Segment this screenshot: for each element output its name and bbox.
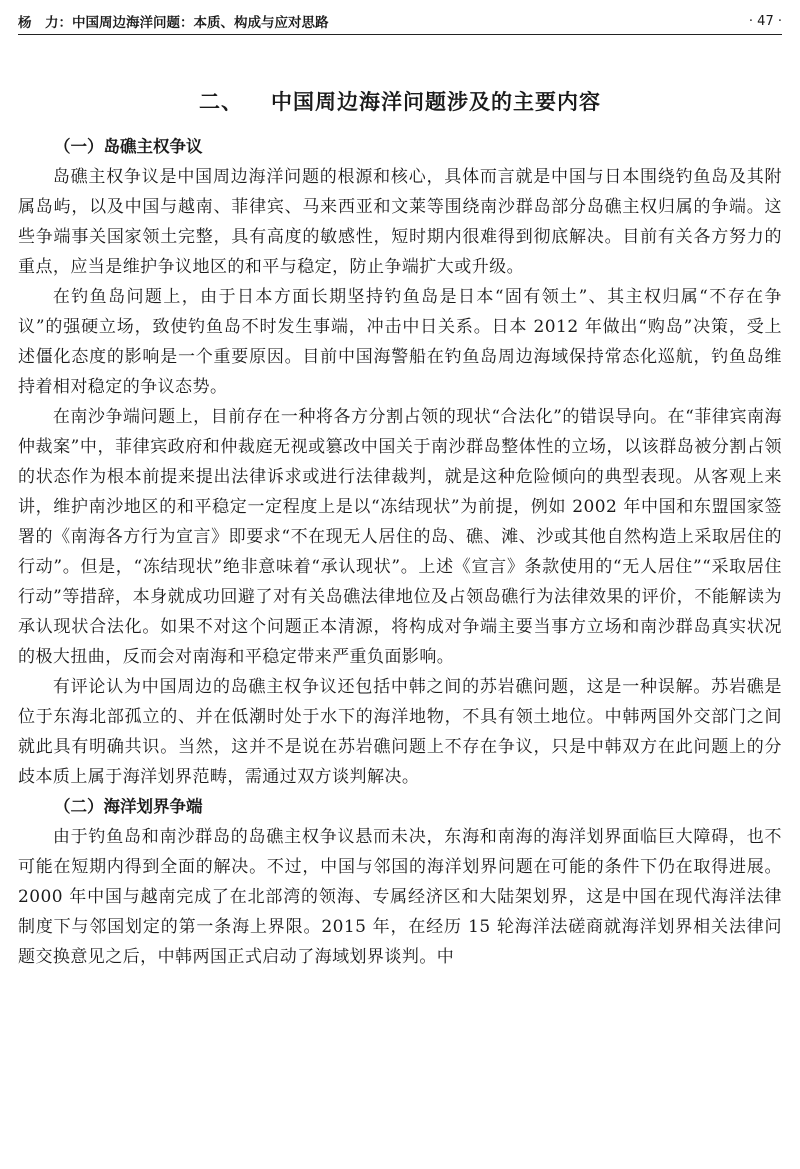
running-title: 杨 力：中国周边海洋问题：本质、构成与应对思路	[18, 15, 329, 31]
section-title	[0, 86, 800, 116]
section-number: 二、	[199, 90, 243, 114]
running-header	[18, 8, 782, 35]
paragraph-2: 在钓鱼岛问题上，由于日本方面长期坚持钓鱼岛是日本“固有领土”、其主权归属“不存在争议”的强硬立场，致使钓鱼岛不时发生事端，冲击中日关系。日本 2012 年做出“购岛”决策，受上述僵化态度的影响是一个重要原因。目前中国海警船在钓鱼岛周边海域保持常态化巡航，钓鱼岛维持着相对稳定的争议态势。	[18, 287, 782, 397]
subsection-heading-2: （二）海洋划界争端	[54, 797, 203, 816]
paragraph-1: 岛礁主权争议是中国周边海洋问题的根源和核心，具体而言就是中国与日本围绕钓鱼岛及其附属岛屿，以及中国与越南、菲律宾、马来西亚和文莱等围绕南沙群岛部分岛礁主权归属的争端。这些争端事关国家领土完整，具有高度的敏感性，短时期内很难得到彻底解决。目前有关各方努力的重点，应当是维护争议地区的和平与稳定，防止争端扩大或升级。	[18, 167, 782, 277]
page-number: · 47 ·	[748, 13, 782, 29]
paragraph-3: 在南沙争端问题上，目前存在一种将各方分割占领的现状“合法化”的错误导向。在“菲律宾南海仲裁案”中，菲律宾政府和仲裁庭无视或篡改中国关于南沙群岛整体性的立场，以该群岛被分割占领的状态作为根本前提来提出法律诉求或进行法律裁判，就是这种危险倾向的典型表现。从客观上来讲，维护南沙地区的和平稳定一定程度上是以“冻结现状”为前提，例如 2002 年中国和东盟国家签署的《南海各方行为宣言》即要求“不在现无人居住的岛、礁、滩、沙或其他自然构造上采取居住的行动”。但是，“冻结现状”绝非意味着“承认现状”。上述《宣言》条款使用的“无人居住”“采取居住行动”等措辞，本身就成功回避了对有关岛礁法律地位及占领岛礁行为法律效果的评价，不能解读为承认现状合法化。如果不对这个问题正本清源，将构成对争端主要当事方立场和南沙群岛真实状况的极大扭曲，反而会对南海和平稳定带来严重负面影响。	[18, 407, 782, 667]
paragraph-5: 由于钓鱼岛和南沙群岛的岛礁主权争议悬而未决，东海和南海的海洋划界面临巨大障碍，也不可能在短期内得到全面的解决。不过，中国与邻国的海洋划界问题在可能的条件下仍在取得进展。2000 年中国与越南完成了在北部湾的领海、专属经济区和大陆架划界，这是中国在现代海洋法律制度下与邻国划定的第一条海上界限。2015 年，在经历 15 轮海洋法磋商就海洋划界相关法律问题交换意见之后，中韩两国正式启动了海域划界谈判。中	[18, 827, 782, 967]
subsection-heading-1: （一）岛礁主权争议	[54, 137, 203, 156]
paragraph-4: 有评论认为中国周边的岛礁主权争议还包括中韩之间的苏岩礁问题，这是一种误解。苏岩礁是位于东海北部孤立的、并在低潮时处于水下的海洋地物，不具有领土地位。中韩两国外交部门之间就此具有明确共识。当然，这并不是说在苏岩礁问题上不存在争议，只是中韩双方在此问题上的分歧本质上属于海洋划界范畴，需通过双方谈判解决。	[18, 677, 782, 787]
article-body	[18, 132, 782, 972]
section-heading: 中国周边海洋问题涉及的主要内容	[271, 90, 601, 114]
